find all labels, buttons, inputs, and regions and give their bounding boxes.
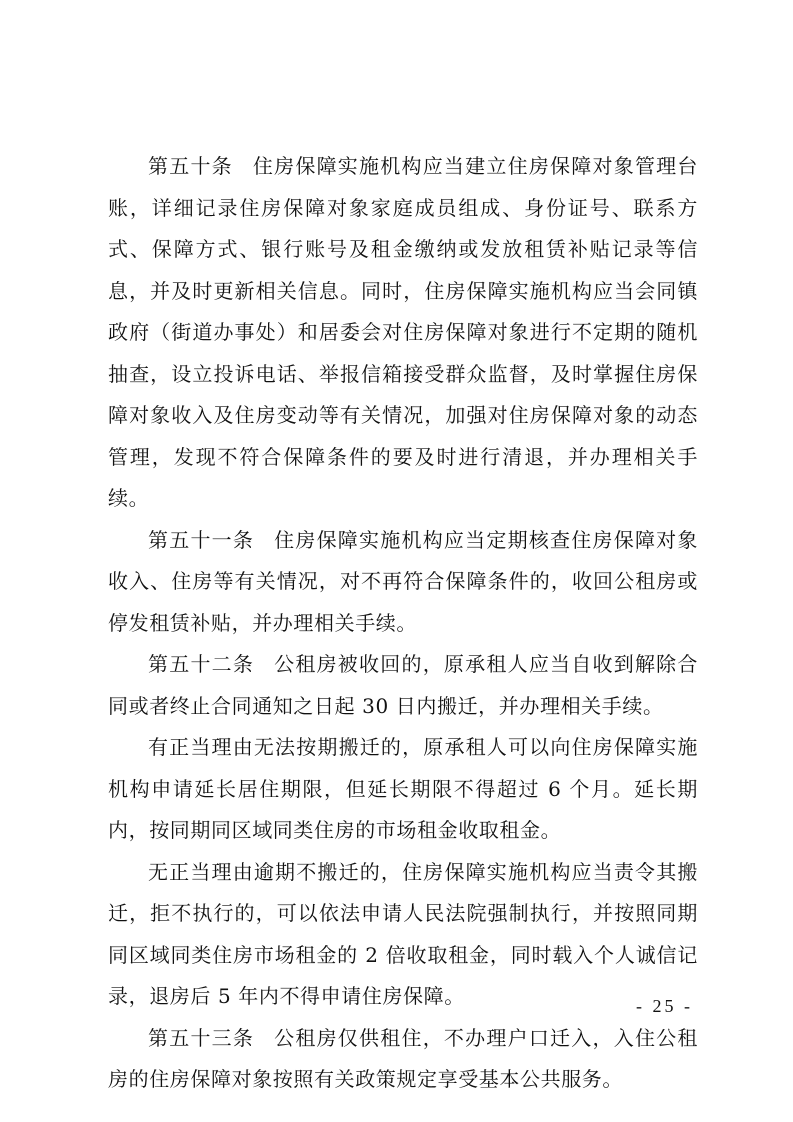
paragraph-article-52	[108, 644, 698, 727]
article-heading: 第五十条	[148, 154, 233, 178]
paragraph-text: 有正当理由无法按期搬迁的，原承租人可以向住房保障实施机构申请延长居住期限，但延长期限不得超过 6 个月。延长期内，按同期同区域同类住房的市场租金收取租金。	[108, 735, 698, 842]
paragraph-text: 无正当理由逾期不搬迁的，住房保障实施机构应当责令其搬迁，拒不执行的，可以依法申请人民法院强制执行，并按照同期同区域同类住房市场租金的 2 倍收取租金，同时载入个人诚信记录，退房后 5 年内不得申请住房保障。	[108, 859, 698, 1008]
paragraph-text: 公租房被收回的，原承租人应当自收到解除合同或者终止合同通知之日起 30 日内搬迁，并办理相关手续。	[108, 652, 698, 718]
document-body	[108, 146, 698, 1101]
paragraph-overdue	[108, 852, 698, 1018]
paragraph-text: 住房保障实施机构应当建立住房保障对象管理台账，详细记录住房保障对象家庭成员组成、身份证号、联系方式、保障方式、银行账号及租金缴纳或发放租赁补贴记录等信息，并及时更新相关信息。同时，住房保障实施机构应当会同镇政府（街道办事处）和居委会对住房保障对象进行不定期的随机抽查，设立投诉电话、举报信箱接受群众监督，及时掌握住房保障对象收入及住房变动等有关情况，加强对住房保障对象的动态管理，发现不符合保障条件的要及时进行清退，并办理相关手续。	[108, 154, 698, 510]
paragraph-extension	[108, 727, 698, 852]
article-heading: 第五十二条	[148, 652, 255, 676]
paragraph-text: 住房保障实施机构应当定期核查住房保障对象收入、住房等有关情况，对不再符合保障条件的，收回公租房或停发租赁补贴，并办理相关手续。	[108, 527, 698, 635]
paragraph-article-50	[108, 146, 698, 520]
paragraph-article-51	[108, 520, 698, 645]
article-heading: 第五十一条	[148, 527, 255, 552]
article-heading: 第五十三条	[148, 1025, 255, 1050]
page-number: - 25 -	[636, 996, 693, 1016]
paragraph-article-53	[108, 1018, 698, 1101]
paragraph-text: 公租房仅供租住，不办理户口迁入，入住公租房的住房保障对象按照有关政策规定享受基本公共服务。	[108, 1025, 698, 1091]
